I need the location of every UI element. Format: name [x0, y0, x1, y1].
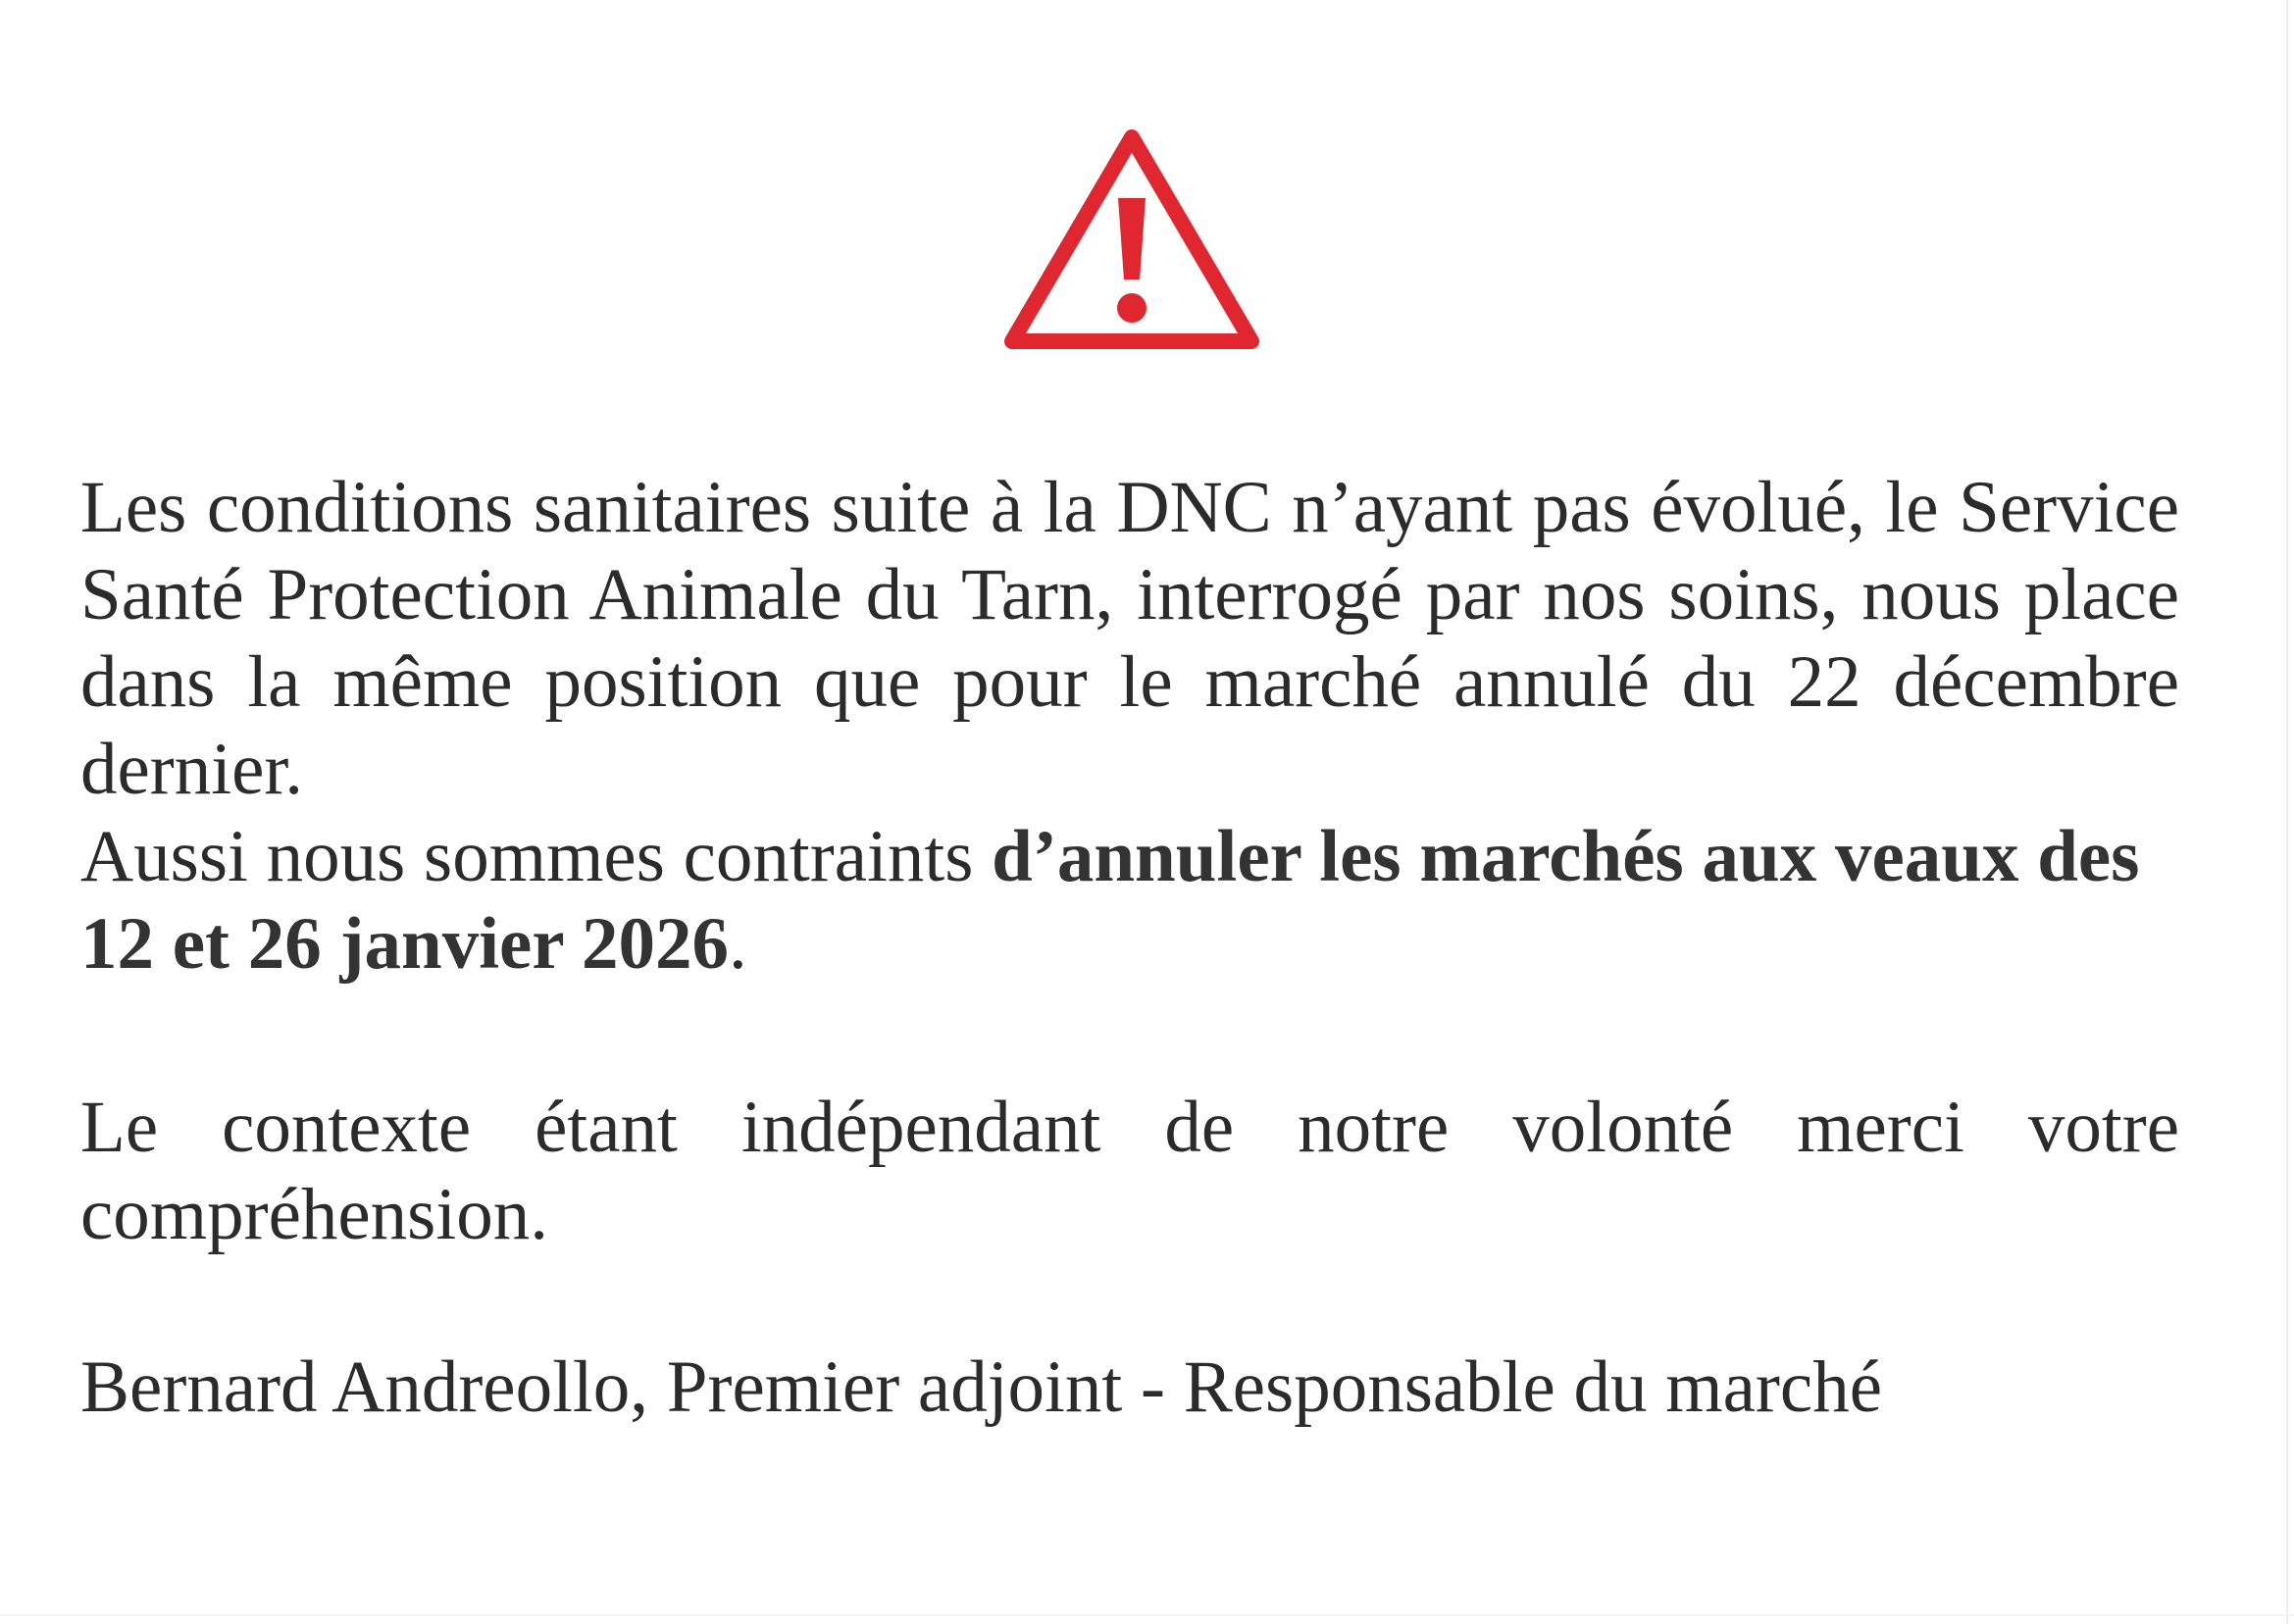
paragraph-conditions: Les conditions sanitaires suite à la DNC n’ayant pas évolué, le Service Santé Protection Animale du Tarn, interrogé par nos soins, nous place dans la même position que pour le marché annulé du 22 décembre dernier. — [80, 467, 2179, 810]
scan-edge-right — [2286, 0, 2288, 1624]
warning-triangle-icon — [994, 118, 1269, 368]
paragraph-cancellation — [80, 813, 2179, 988]
scan-edge-bottom — [0, 1614, 2294, 1616]
cancellation-dates: d’annuler les marchés aux veaux des 12 et 26 janvier 2026 — [80, 816, 2140, 985]
cancellation-period: . — [729, 903, 747, 985]
exclamation-dot — [1117, 293, 1147, 323]
signature-line: Bernard Andreollo, Premier adjoint - Responsable du marché — [80, 1346, 1882, 1428]
exclamation-bar — [1118, 198, 1146, 279]
paragraph-context: Le contexte étant indépendant de notre volonté merci votre compréhension. — [80, 1087, 2179, 1255]
cancellation-intro: Aussi nous sommes contraints — [80, 816, 993, 897]
